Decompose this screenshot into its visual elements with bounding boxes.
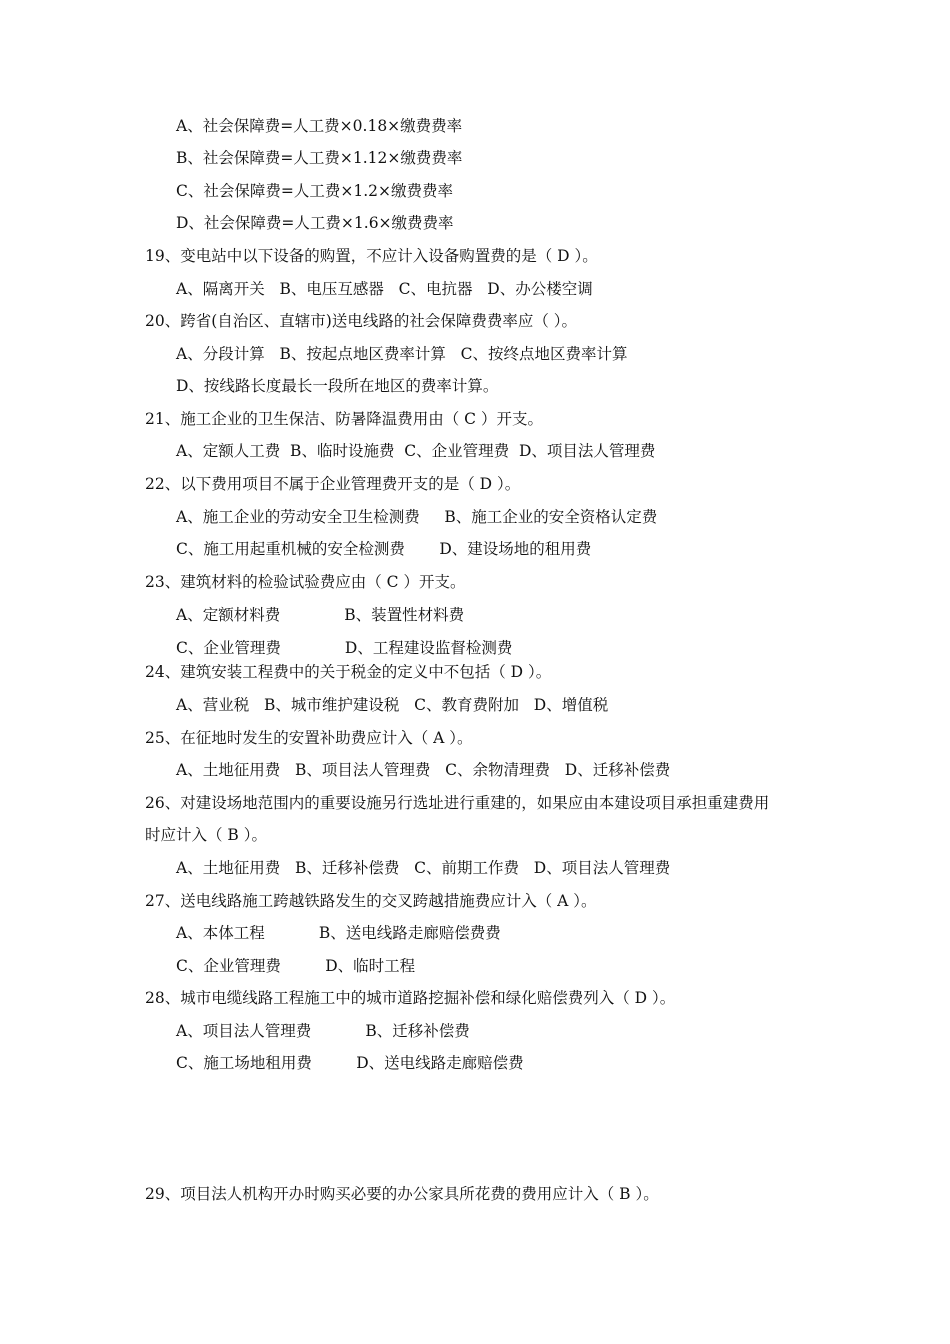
question-26-line-1: 26、对建设场地范围内的重要设施另行选址进行重建的，如果应由本建设项目承担重建费用 [145, 794, 770, 812]
options-19: A、隔离开关 B、电压互感器 C、电抗器 D、办公楼空调 [176, 280, 593, 298]
options-26: A、土地征用费 B、迁移补偿费 C、前期工作费 D、项目法人管理费 [176, 859, 671, 877]
question-24: 24、建筑安装工程费中的关于税金的定义中不包括（ D ）。 [145, 663, 552, 681]
question-21: 21、施工企业的卫生保洁、防暑降温费用由（ C ）开支。 [145, 410, 543, 428]
option-18-a: A、社会保障费=人工费×0.18×缴费费率 [176, 117, 463, 135]
options-28-cd: C、施工场地租用费 D、送电线路走廊赔偿费 [176, 1054, 524, 1072]
options-28-ab: A、项目法人管理费 B、迁移补偿费 [176, 1022, 470, 1040]
option-18-c: C、社会保障费=人工费×1.2×缴费费率 [176, 182, 453, 200]
question-19: 19、变电站中以下设备的购置，不应计入设备购置费的是（ D ）。 [145, 247, 598, 265]
options-24: A、营业税 B、城市维护建设税 C、教育费附加 D、增值税 [176, 696, 609, 714]
question-20: 20、跨省(自治区、直辖市)送电线路的社会保障费费率应（ ）。 [145, 312, 577, 330]
question-26-line-2: 时应计入（ B ）。 [145, 826, 267, 844]
options-21: A、定额人工费 B、临时设施费 C、企业管理费 D、项目法人管理费 [176, 442, 656, 460]
question-29: 29、项目法人机构开办时购买必要的办公家具所花费的费用应计入（ B ）。 [145, 1185, 659, 1203]
option-18-b: B、社会保障费=人工费×1.12×缴费费率 [176, 149, 463, 167]
options-27-cd: C、企业管理费 D、临时工程 [176, 957, 416, 975]
question-25: 25、在征地时发生的安置补助费应计入（ A ）。 [145, 729, 473, 747]
option-18-d: D、社会保障费=人工费×1.6×缴费费率 [176, 214, 454, 232]
question-22: 22、以下费用项目不属于企业管理费开支的是（ D ）。 [145, 475, 521, 493]
options-25: A、土地征用费 B、项目法人管理费 C、余物清理费 D、迁移补偿费 [176, 761, 671, 779]
question-23: 23、建筑材料的检验试验费应由（ C ）开支。 [145, 573, 466, 591]
option-20-d: D、按线路长度最长一段所在地区的费率计算。 [176, 377, 499, 395]
options-20-abc: A、分段计算 B、按起点地区费率计算 C、按终点地区费率计算 [176, 345, 628, 363]
question-27: 27、送电线路施工跨越铁路发生的交叉跨越措施费应计入（ A ）。 [145, 892, 597, 910]
options-23-cd: C、企业管理费 D、工程建设监督检测费 [176, 639, 513, 657]
question-28: 28、城市电缆线路工程施工中的城市道路挖掘补偿和绿化赔偿费列入（ D ）。 [145, 989, 676, 1007]
options-23-ab: A、定额材料费 B、装置性材料费 [176, 606, 465, 624]
options-22-cd: C、施工用起重机械的安全检测费 D、建设场地的租用费 [176, 540, 592, 558]
options-27-ab: A、本体工程 B、送电线路走廊赔偿费费 [176, 924, 501, 942]
options-22-ab: A、施工企业的劳动安全卫生检测费 B、施工企业的安全资格认定费 [176, 508, 658, 526]
